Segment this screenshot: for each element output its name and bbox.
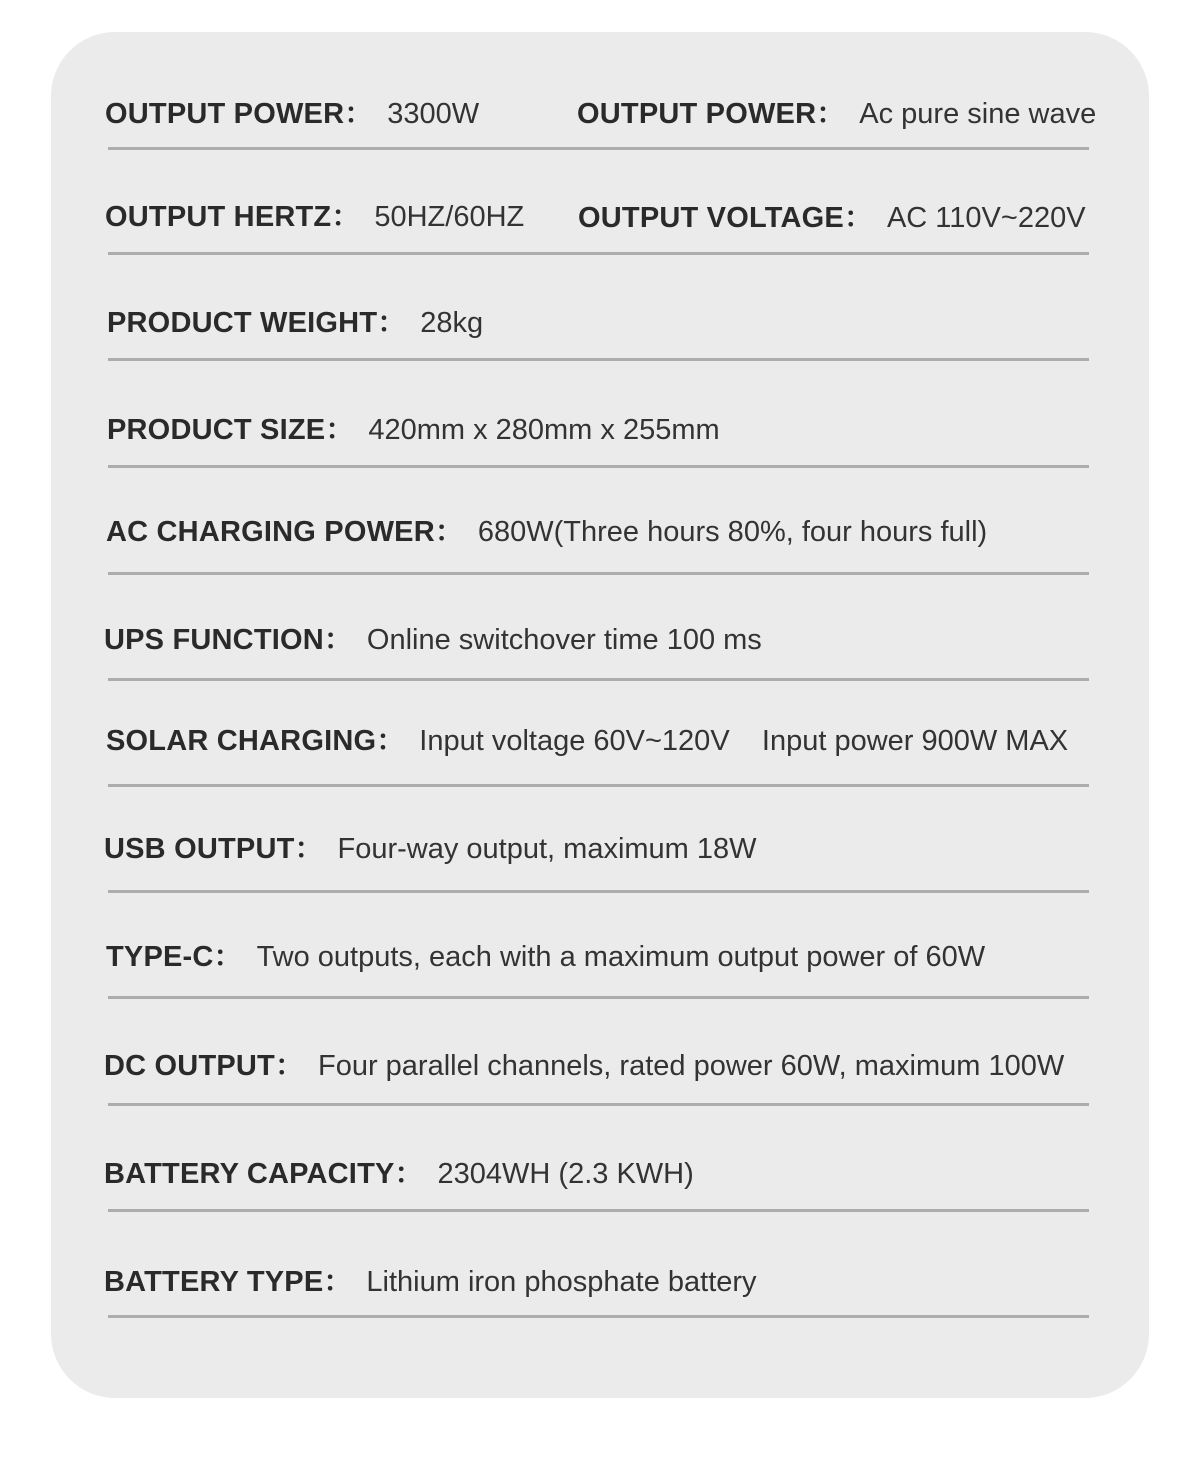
spec-usb-output <box>104 831 757 867</box>
spec-ac-charging-power <box>106 514 987 550</box>
spec-label: TYPE-C <box>106 941 214 973</box>
spec-value: 420mm x 280mm x 255mm <box>368 414 720 446</box>
spec-value: 680W(Three hours 80%, four hours full) <box>477 516 988 548</box>
divider <box>51 1103 1149 1104</box>
spec-ups-function <box>104 622 762 658</box>
spec-battery-type <box>104 1264 757 1300</box>
spec-label: DC OUTPUT <box>104 1050 275 1082</box>
spec-output-waveform <box>577 96 1096 132</box>
spec-label: OUTPUT HERTZ <box>105 201 332 233</box>
spec-label: UPS FUNCTION <box>104 624 324 656</box>
spec-value: 50HZ/60HZ <box>374 201 525 233</box>
spec-separator: ： <box>816 98 846 130</box>
divider <box>51 252 1149 253</box>
divider <box>51 1315 1149 1316</box>
spec-dc-output <box>104 1048 1064 1084</box>
divider <box>51 996 1149 997</box>
spec-value: 3300W <box>387 98 480 130</box>
divider <box>51 358 1149 359</box>
spec-value: 2304WH (2.3 KWH) <box>437 1158 694 1190</box>
spec-separator: ： <box>325 414 355 446</box>
spec-product-weight <box>107 305 483 341</box>
divider <box>51 890 1149 891</box>
spec-value: Input voltage 60V~120V Input power 900W MAX <box>419 725 1069 757</box>
spec-label: OUTPUT VOLTAGE <box>578 202 844 234</box>
spec-label: AC CHARGING POWER <box>106 516 435 548</box>
spec-separator: ： <box>274 1050 304 1082</box>
spec-value: Four-way output, maximum 18W <box>337 833 757 865</box>
divider <box>51 572 1149 573</box>
spec-separator: ： <box>843 202 873 234</box>
spec-value: Two outputs, each with a maximum output power of 60W <box>256 941 986 973</box>
spec-value: Lithium iron phosphate battery <box>366 1266 757 1298</box>
spec-product-size <box>107 412 720 448</box>
divider <box>51 147 1149 148</box>
divider <box>51 678 1149 679</box>
spec-separator: ： <box>376 725 406 757</box>
spec-card <box>51 32 1149 1398</box>
spec-value: Online switchover time 100 ms <box>366 624 762 656</box>
spec-output-power <box>105 96 479 132</box>
spec-output-voltage <box>578 200 1086 236</box>
spec-separator: ： <box>331 201 361 233</box>
spec-label: SOLAR CHARGING <box>106 725 377 757</box>
spec-separator: ： <box>434 516 464 548</box>
spec-value: 28kg <box>420 307 484 339</box>
spec-separator: ： <box>294 833 324 865</box>
spec-label: USB OUTPUT <box>104 833 295 865</box>
spec-separator: ： <box>394 1158 424 1190</box>
spec-separator: ： <box>213 941 243 973</box>
spec-solar-charging <box>106 723 1068 759</box>
spec-value: Four parallel channels, rated power 60W, maximum 100W <box>317 1050 1065 1082</box>
spec-value: Ac pure sine wave <box>859 98 1097 130</box>
spec-separator: ： <box>377 307 407 339</box>
divider <box>51 784 1149 785</box>
divider <box>51 1209 1149 1210</box>
spec-separator: ： <box>344 98 374 130</box>
divider <box>51 465 1149 466</box>
spec-label: OUTPUT POWER <box>577 98 817 130</box>
spec-label: PRODUCT WEIGHT <box>107 307 378 339</box>
spec-label: PRODUCT SIZE <box>107 414 326 446</box>
spec-value: AC 110V~220V <box>886 202 1086 234</box>
spec-output-hertz <box>105 199 524 235</box>
spec-separator: ： <box>323 1266 353 1298</box>
spec-separator: ： <box>323 624 353 656</box>
spec-label: BATTERY CAPACITY <box>104 1158 395 1190</box>
spec-label: OUTPUT POWER <box>105 98 345 130</box>
spec-type-c <box>106 939 985 975</box>
spec-label: BATTERY TYPE <box>104 1266 324 1298</box>
spec-battery-capacity <box>104 1156 694 1192</box>
